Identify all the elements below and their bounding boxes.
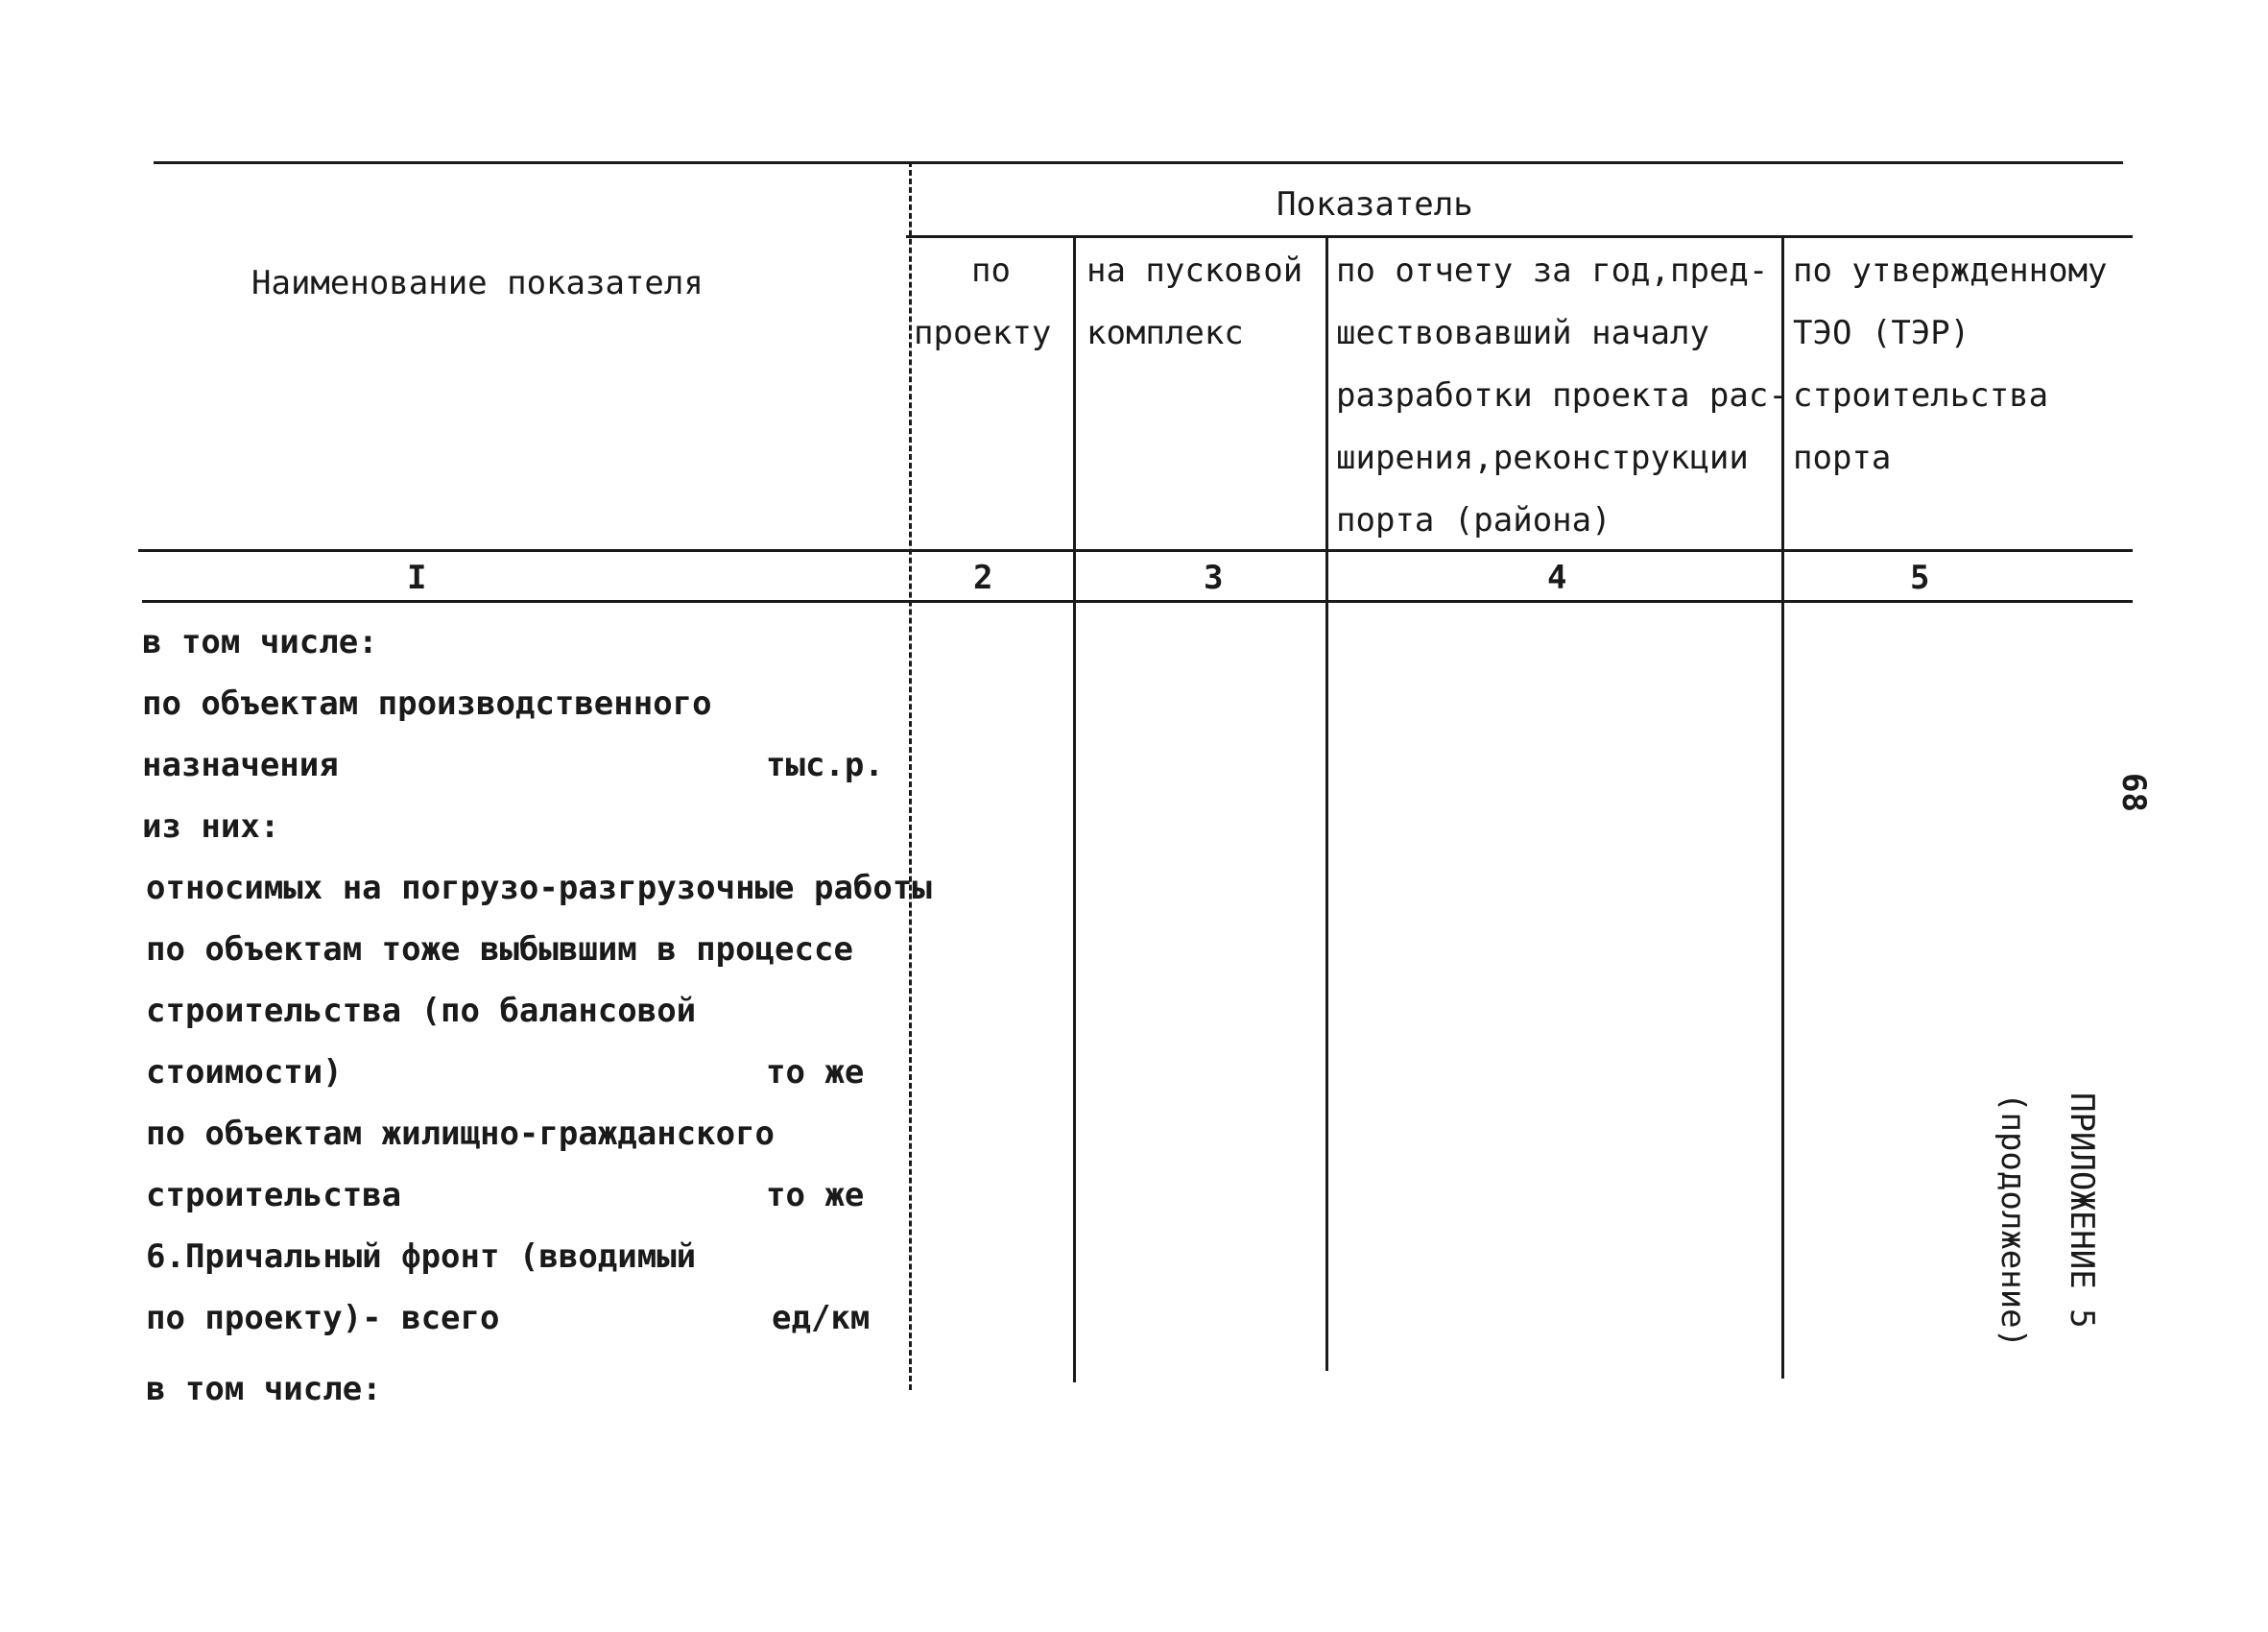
indicator-header: Показатель [1277,185,1473,224]
row-label: стоимости) [146,1053,343,1092]
col4-header-line5: порта (района) [1336,501,1611,540]
col4-header-line1: по отчету за год,пред- [1336,252,1769,290]
col4-header-line4: ширения,реконструкции [1336,439,1749,477]
row-label: из них: [142,807,280,846]
col5-header-line3: строительства [1793,376,2049,415]
appendix-label: ПРИЛОЖЕНИЕ 5 [2063,1092,2101,1329]
continuation-label: (продолжение) [1993,1092,2032,1349]
col5-header-line2: ТЭО (ТЭР) [1793,314,1970,352]
row-label: в том числе: [146,1370,382,1408]
column-divider-3 [1325,238,1328,1371]
name-column-header: Наименование показателя [251,264,704,302]
column-divider-1 [909,161,912,1390]
row-label: по объектам производственного [142,684,712,723]
row-label: по объектам жилищно-гражданского [146,1115,776,1153]
row-unit: то же [766,1053,865,1092]
row-label: относимых на погрузо-разгрузочные работы [146,869,932,907]
row-unit: ед/км [772,1299,871,1337]
page-number: 68 [2114,773,2153,812]
numbers-bottom-rule [142,600,2133,603]
row-unit: тыс.р. [766,746,884,784]
row-label: строительства (по балансовой [146,992,697,1030]
row-unit: то же [766,1176,865,1214]
col5-header-line4: порта [1793,439,1892,477]
column-number-3: 3 [1204,559,1224,597]
top-rule [154,161,2123,164]
header-bottom-rule [138,549,2133,552]
col4-header-line2: шествовавший началу [1336,314,1709,352]
col3-header-line2: комплекс [1086,314,1244,352]
column-number-1: I [407,559,427,597]
row-label: по объектам тоже выбывшим в процессе [146,930,853,969]
column-number-4: 4 [1547,559,1567,597]
row-label: 6.Причальный фронт (вводимый [146,1237,697,1276]
col4-header-line3: разработки проекта рас- [1336,376,1788,415]
row-label: строительства [146,1176,402,1214]
column-divider-2 [1073,238,1076,1382]
row-label: назначения [142,746,339,784]
col3-header-line1: на пусковой [1086,252,1303,290]
column-number-5: 5 [1910,559,1930,597]
col2-header-line2: проекту [914,314,1052,352]
indicator-rule [906,235,2133,238]
row-label: по проекту)- всего [146,1299,500,1337]
column-number-2: 2 [973,559,993,597]
row-label: в том числе: [142,623,378,661]
col2-header-line1: по [971,252,1011,290]
col5-header-line1: по утвержденному [1793,252,2108,290]
